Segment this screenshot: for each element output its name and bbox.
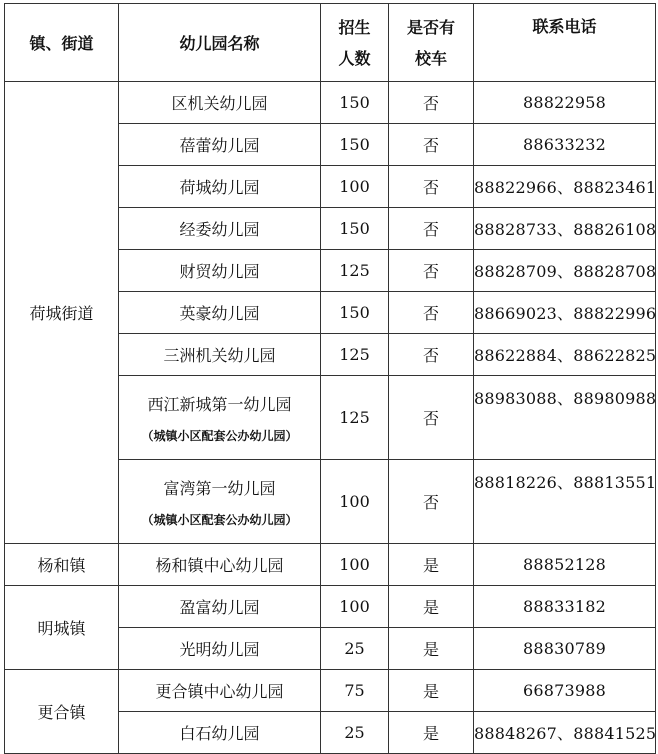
- enroll-count: 75: [321, 670, 389, 712]
- school-bus: 否: [389, 124, 474, 166]
- school-bus: 是: [389, 544, 474, 586]
- kindergarten-name: 更合镇中心幼儿园: [119, 670, 321, 712]
- enroll-count: 100: [321, 586, 389, 628]
- enroll-count: 150: [321, 292, 389, 334]
- header-name: 幼儿园名称: [119, 4, 321, 82]
- phone-number: 88828709、88828708: [474, 250, 656, 292]
- kindergarten-name: 西江新城第一幼儿园: [147, 394, 292, 414]
- school-bus: 是: [389, 670, 474, 712]
- header-bus: [389, 4, 474, 82]
- kindergarten-name-cell: [119, 376, 321, 460]
- kindergarten-name: 荷城幼儿园: [119, 166, 321, 208]
- town-cell: 更合镇: [5, 670, 119, 754]
- table-row: [5, 82, 656, 124]
- kindergarten-name: 经委幼儿园: [119, 208, 321, 250]
- kindergarten-name: 财贸幼儿园: [119, 250, 321, 292]
- town-cell: 明城镇: [5, 586, 119, 670]
- enroll-count: 25: [321, 628, 389, 670]
- enroll-count: 150: [321, 82, 389, 124]
- kindergarten-table: [4, 3, 656, 754]
- school-bus: 是: [389, 628, 474, 670]
- table-row: [5, 670, 656, 712]
- school-bus: 是: [389, 712, 474, 754]
- kindergarten-name: 英豪幼儿园: [119, 292, 321, 334]
- table-row: [5, 544, 656, 586]
- header-bus-text: 是否有校车: [406, 17, 455, 68]
- table-row: [5, 586, 656, 628]
- enroll-count: 25: [321, 712, 389, 754]
- school-bus: 是: [389, 586, 474, 628]
- school-bus: 否: [389, 166, 474, 208]
- kindergarten-name: 蓓蕾幼儿园: [119, 124, 321, 166]
- kindergarten-name: 三洲机关幼儿园: [119, 334, 321, 376]
- phone-number: 88830789: [474, 628, 656, 670]
- school-bus: 否: [389, 208, 474, 250]
- enroll-count: 150: [321, 124, 389, 166]
- header-row: [5, 4, 656, 82]
- school-bus: 否: [389, 292, 474, 334]
- town-cell: 荷城街道: [5, 82, 119, 544]
- kindergarten-note: （城镇小区配套公办幼儿园）: [141, 428, 298, 443]
- phone-number: 88828733、88826108: [474, 208, 656, 250]
- kindergarten-note: （城镇小区配套公办幼儿园）: [141, 512, 298, 527]
- header-enroll-text: 招生人数: [338, 17, 371, 68]
- kindergarten-name: 光明幼儿园: [119, 628, 321, 670]
- phone-number: 88822958: [474, 82, 656, 124]
- header-town: 镇、街道: [5, 4, 119, 82]
- school-bus: 否: [389, 250, 474, 292]
- phone-number: 88833182: [474, 586, 656, 628]
- phone-number: 88822966、88823461: [474, 166, 656, 208]
- phone-number: 88852128: [474, 544, 656, 586]
- header-phone: 联系电话: [474, 4, 656, 82]
- phone-number: 88818226、88813551: [474, 460, 656, 544]
- school-bus: 否: [389, 82, 474, 124]
- school-bus: 否: [389, 334, 474, 376]
- enroll-count: 100: [321, 166, 389, 208]
- enroll-count: 100: [321, 460, 389, 544]
- header-enroll: [321, 4, 389, 82]
- kindergarten-name-cell: [119, 460, 321, 544]
- kindergarten-name: 白石幼儿园: [119, 712, 321, 754]
- phone-number: 66873988: [474, 670, 656, 712]
- phone-number: 88983088、88980988: [474, 376, 656, 460]
- phone-number: 88848267、88841525: [474, 712, 656, 754]
- kindergarten-name: 富湾第一幼儿园: [163, 478, 276, 498]
- school-bus: 否: [389, 460, 474, 544]
- enroll-count: 125: [321, 376, 389, 460]
- kindergarten-name: 盈富幼儿园: [119, 586, 321, 628]
- kindergarten-name: 杨和镇中心幼儿园: [119, 544, 321, 586]
- town-cell: 杨和镇: [5, 544, 119, 586]
- phone-number: 88622884、88622825: [474, 334, 656, 376]
- phone-number: 88633232: [474, 124, 656, 166]
- enroll-count: 100: [321, 544, 389, 586]
- enroll-count: 125: [321, 334, 389, 376]
- enroll-count: 150: [321, 208, 389, 250]
- school-bus: 否: [389, 376, 474, 460]
- kindergarten-name: 区机关幼儿园: [119, 82, 321, 124]
- phone-number: 88669023、88822996: [474, 292, 656, 334]
- enroll-count: 125: [321, 250, 389, 292]
